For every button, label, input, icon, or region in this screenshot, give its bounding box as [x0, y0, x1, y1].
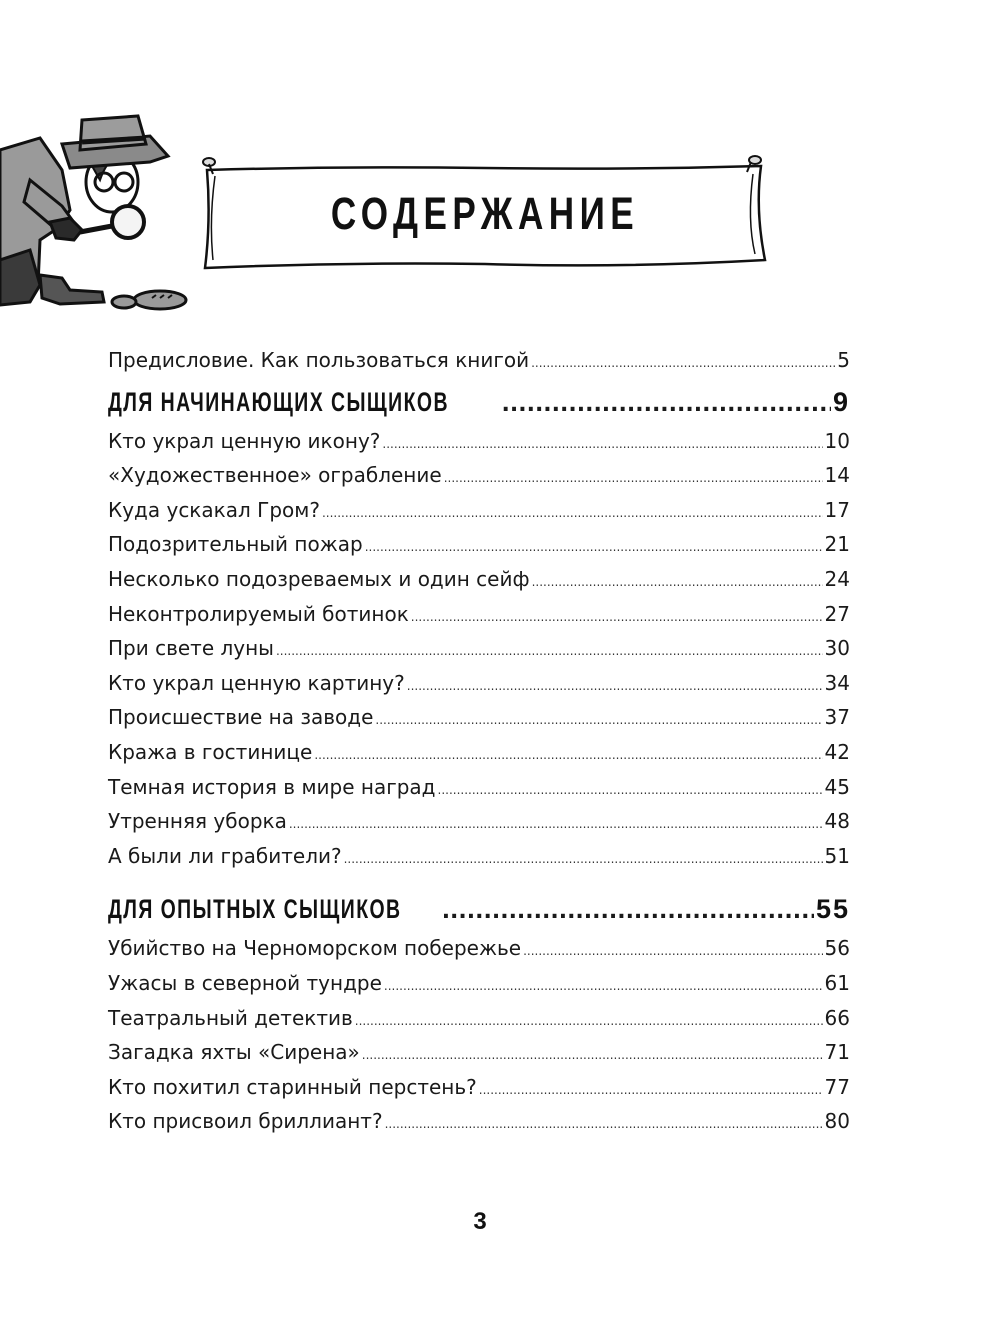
toc-entry-page: 27 [824, 601, 850, 626]
dot-leader [382, 437, 822, 451]
toc-entry-page: 77 [824, 1074, 850, 1099]
table-of-contents [108, 348, 850, 1144]
toc-entry-page: 45 [824, 774, 850, 799]
dot-leader [289, 817, 823, 831]
detective-with-magnifier-icon [0, 110, 200, 320]
toc-entry-page: 48 [824, 809, 850, 834]
toc-entry[interactable] [108, 809, 850, 844]
toc-section-title: ДЛЯ НАЧИНАЮЩИХ СЫЩИКОВ [108, 386, 449, 417]
toc-entry-title: Предисловие. Как пользоваться книгой [108, 348, 530, 372]
toc-entry-page: 14 [824, 463, 850, 488]
page-title: СОДЕРЖАНИЕ [330, 188, 640, 239]
toc-entry-title: Кто украл ценную икону? [108, 428, 381, 453]
page-number: 3 [473, 1208, 487, 1235]
toc-entry-page: 17 [824, 497, 850, 522]
toc-entry-page: 24 [824, 566, 850, 591]
dot-leader [523, 944, 822, 958]
toc-entry[interactable] [108, 498, 850, 533]
dot-leader [444, 471, 823, 485]
toc-entry-title: «Художественное» ограбление [108, 463, 442, 488]
toc-entry-title: Утренняя уборка [108, 809, 287, 834]
toc-entry-title: Загадка яхты «Сирена» [108, 1040, 360, 1065]
dot-leader [355, 1014, 823, 1028]
toc-entry-page: 56 [824, 936, 850, 961]
toc-entry[interactable] [108, 705, 850, 740]
toc-entry-title: Кто присвоил бриллиант? [108, 1109, 383, 1134]
toc-section-title: ДЛЯ ОПЫТНЫХ СЫЩИКОВ [108, 894, 402, 925]
toc-entry[interactable] [108, 844, 850, 879]
toc-entry[interactable] [108, 1040, 850, 1075]
dot-leader [314, 748, 822, 762]
dot-leader [479, 1083, 823, 1097]
toc-entry[interactable] [108, 429, 850, 464]
dot-leader [365, 540, 823, 554]
toc-entry[interactable] [108, 636, 850, 671]
toc-entry-page: 51 [824, 843, 850, 868]
toc-entry-page: 34 [824, 670, 850, 695]
toc-entry-page: 37 [824, 705, 850, 730]
toc-entry-page: 10 [824, 428, 850, 453]
toc-section-page: 9 [832, 386, 850, 417]
toc-entry[interactable] [108, 602, 850, 637]
toc-section-page: 55 [815, 894, 850, 925]
toc-entry-title: А были ли грабители? [108, 843, 342, 868]
toc-entry-title: Подозрительный пожар [108, 532, 363, 557]
toc-entry-title: Темная история в мире наград [108, 774, 436, 799]
dot-leader [344, 852, 823, 866]
dot-leader [384, 979, 823, 993]
toc-entry-page: 5 [837, 348, 850, 372]
toc-entry-title: Кто похитил старинный перстень? [108, 1074, 477, 1099]
dot-leader [375, 713, 822, 727]
toc-entry-preface[interactable] [108, 348, 850, 383]
dot-leader [276, 644, 823, 658]
toc-entry-title: Театральный детектив [108, 1005, 353, 1030]
toc-entry[interactable] [108, 1075, 850, 1110]
toc-entry[interactable] [108, 671, 850, 706]
toc-entry-title: Куда ускакал Гром? [108, 497, 320, 522]
dot-leader [322, 506, 823, 520]
toc-entry-page: 80 [824, 1109, 850, 1134]
toc-entry-title: Кража в гостинице [108, 739, 313, 764]
toc-entry-page: 30 [824, 636, 850, 661]
toc-entry-title: Неконтролируемый ботинок [108, 601, 409, 626]
toc-entry[interactable] [108, 567, 850, 602]
dot-leader [385, 1117, 823, 1131]
toc-entry-title: Ужасы в северной тундре [108, 970, 382, 995]
toc-entry-page: 66 [824, 1005, 850, 1030]
toc-section-beginners[interactable] [108, 387, 850, 427]
toc-entry-title: Кто украл ценную картину? [108, 670, 405, 695]
toc-entry[interactable] [108, 775, 850, 810]
dot-leader [532, 575, 823, 589]
dot-leader [438, 783, 823, 797]
toc-entry-page: 21 [824, 532, 850, 557]
toc-entry-title: Несколько подозреваемых и один сейф [108, 566, 530, 591]
toc-entry[interactable] [108, 936, 850, 971]
toc-entry[interactable] [108, 532, 850, 567]
toc-entry-title: Происшествие на заводе [108, 705, 374, 730]
toc-entry-page: 61 [824, 970, 850, 995]
toc-entry-page: 71 [824, 1040, 850, 1065]
dot-leader [362, 1048, 823, 1062]
dot-leader [502, 392, 831, 417]
toc-entry[interactable] [108, 1006, 850, 1041]
dot-leader [531, 356, 835, 370]
dot-leader [411, 610, 823, 624]
dot-leader [407, 679, 823, 693]
toc-entry-page: 42 [824, 739, 850, 764]
dot-leader [442, 899, 814, 924]
toc-entry[interactable] [108, 1109, 850, 1144]
toc-entry[interactable] [108, 971, 850, 1006]
toc-section-experienced[interactable] [108, 894, 850, 934]
toc-entry[interactable] [108, 740, 850, 775]
toc-entry-title: При свете луны [108, 636, 274, 661]
toc-entry-title: Убийство на Черноморском побережье [108, 936, 522, 961]
toc-entry[interactable] [108, 463, 850, 498]
